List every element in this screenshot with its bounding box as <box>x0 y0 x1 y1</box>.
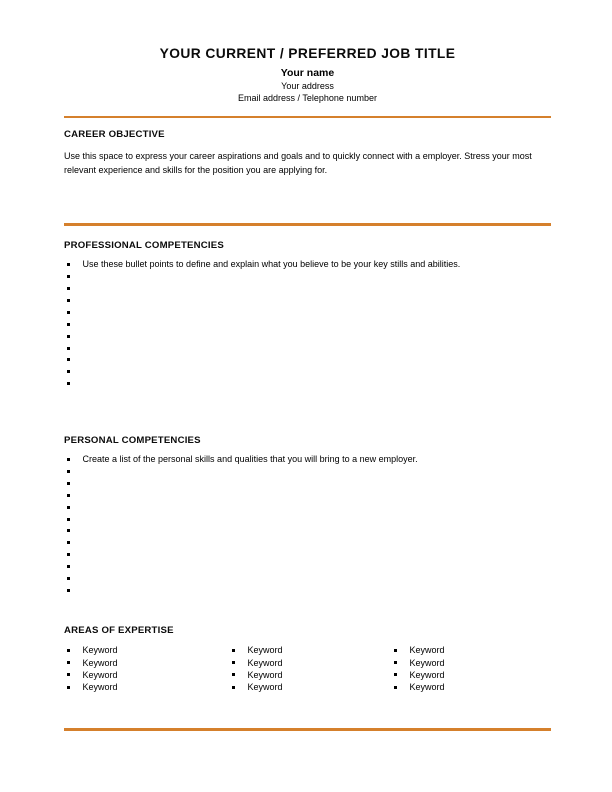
keyword-text: Keyword <box>82 645 118 656</box>
square-bullet-icon <box>67 323 70 326</box>
square-bullet-icon <box>67 470 70 473</box>
bullet-item <box>64 525 551 537</box>
square-bullet-icon <box>232 673 235 676</box>
divider-rule-top <box>64 116 551 118</box>
square-bullet-icon <box>67 458 70 461</box>
square-bullet-icon <box>67 370 70 373</box>
keyword-text: Keyword <box>409 669 445 680</box>
square-bullet-icon <box>67 347 70 350</box>
keyword-item <box>64 681 229 693</box>
keyword-text: Keyword <box>82 682 118 693</box>
square-bullet-icon <box>394 673 397 676</box>
personal-competencies-heading: PERSONAL COMPETENCIES <box>64 434 201 446</box>
section-personal-competencies <box>64 435 551 597</box>
bullet-item <box>64 549 551 561</box>
bullet-item <box>64 271 551 283</box>
square-bullet-icon <box>67 506 70 509</box>
bullet-item <box>64 584 551 596</box>
bullet-item <box>64 318 551 330</box>
keyword-list-3 <box>391 644 551 693</box>
keyword-item <box>391 669 551 681</box>
section-career-objective <box>64 129 551 177</box>
section-professional-competencies <box>64 240 551 390</box>
keyword-column-2 <box>229 644 391 693</box>
keyword-list-1 <box>64 644 229 693</box>
square-bullet-icon <box>67 299 70 302</box>
bullet-item <box>64 294 551 306</box>
square-bullet-icon <box>67 358 70 361</box>
keyword-item <box>229 681 391 693</box>
bullet-item-text: Use these bullet points to define and explain what you believe to be your key stills and abilities. <box>82 258 461 269</box>
square-bullet-icon <box>67 518 70 521</box>
keyword-item <box>391 644 551 656</box>
keyword-item <box>391 657 551 669</box>
bullet-item <box>64 259 551 271</box>
bullet-item <box>64 561 551 573</box>
areas-of-expertise-heading: AREAS OF EXPERTISE <box>64 625 174 637</box>
keyword-text: Keyword <box>247 682 283 693</box>
square-bullet-icon <box>67 311 70 314</box>
square-bullet-icon <box>67 494 70 497</box>
square-bullet-icon <box>394 649 397 652</box>
square-bullet-icon <box>232 649 235 652</box>
person-address: Your address <box>281 81 334 91</box>
keyword-item <box>229 657 391 669</box>
professional-competencies-heading: PROFESSIONAL COMPETENCIES <box>64 239 224 251</box>
bullet-item <box>64 454 551 466</box>
square-bullet-icon <box>67 686 70 689</box>
person-contact: Email address / Telephone number <box>238 93 377 103</box>
keyword-text: Keyword <box>409 682 445 693</box>
keyword-text: Keyword <box>409 657 445 668</box>
square-bullet-icon <box>232 661 235 664</box>
square-bullet-icon <box>67 482 70 485</box>
keyword-item <box>64 669 229 681</box>
bullet-item <box>64 330 551 342</box>
square-bullet-icon <box>67 553 70 556</box>
bullet-item <box>64 489 551 501</box>
divider-rule-bottom <box>64 728 551 730</box>
square-bullet-icon <box>67 382 70 385</box>
square-bullet-icon <box>232 686 235 689</box>
bullet-item <box>64 354 551 366</box>
square-bullet-icon <box>394 686 397 689</box>
keyword-column-1 <box>64 644 229 693</box>
square-bullet-icon <box>67 649 70 652</box>
job-title-heading: YOUR CURRENT / PREFERRED JOB TITLE <box>159 46 456 61</box>
square-bullet-icon <box>67 275 70 278</box>
square-bullet-icon <box>67 577 70 580</box>
keyword-text: Keyword <box>82 669 118 680</box>
bullet-item <box>64 573 551 585</box>
keyword-item <box>229 644 391 656</box>
square-bullet-icon <box>67 541 70 544</box>
square-bullet-icon <box>67 529 70 532</box>
bullet-item <box>64 501 551 513</box>
bullet-item-text: Create a list of the personal skills and qualities that you will bring to a new employer. <box>82 453 418 464</box>
keyword-text: Keyword <box>247 669 283 680</box>
square-bullet-icon <box>67 287 70 290</box>
keyword-text: Keyword <box>247 657 283 668</box>
square-bullet-icon <box>67 335 70 338</box>
keyword-item <box>64 644 229 656</box>
career-objective-body: Use this space to express your career aspirations and goals and to quickly connect with a employer. Stress your most relevant experience and skills for the position you are applying for. <box>64 151 532 175</box>
keyword-item <box>391 681 551 693</box>
bullet-item <box>64 537 551 549</box>
bullet-item <box>64 283 551 295</box>
square-bullet-icon <box>67 263 70 266</box>
keyword-text: Keyword <box>247 645 283 656</box>
keyword-text: Keyword <box>82 657 118 668</box>
bullet-item <box>64 378 551 390</box>
square-bullet-icon <box>67 565 70 568</box>
person-name: Your name <box>280 67 335 79</box>
bullet-item <box>64 306 551 318</box>
bullet-item <box>64 477 551 489</box>
bullet-item <box>64 342 551 354</box>
divider-rule-middle <box>64 223 551 225</box>
career-objective-heading: CAREER OBJECTIVE <box>64 129 165 141</box>
resume-header <box>64 45 551 104</box>
keyword-column-3 <box>391 644 551 693</box>
square-bullet-icon <box>394 661 397 664</box>
square-bullet-icon <box>67 673 70 676</box>
square-bullet-icon <box>67 589 70 592</box>
keyword-text: Keyword <box>409 645 445 656</box>
professional-competencies-list <box>64 259 551 390</box>
keyword-list-2 <box>229 644 391 693</box>
keyword-grid <box>64 644 551 693</box>
bullet-item <box>64 366 551 378</box>
keyword-item <box>64 657 229 669</box>
personal-competencies-list <box>64 454 551 597</box>
bullet-item <box>64 513 551 525</box>
section-areas-of-expertise <box>64 625 551 693</box>
bullet-item <box>64 466 551 478</box>
square-bullet-icon <box>67 661 70 664</box>
keyword-item <box>229 669 391 681</box>
